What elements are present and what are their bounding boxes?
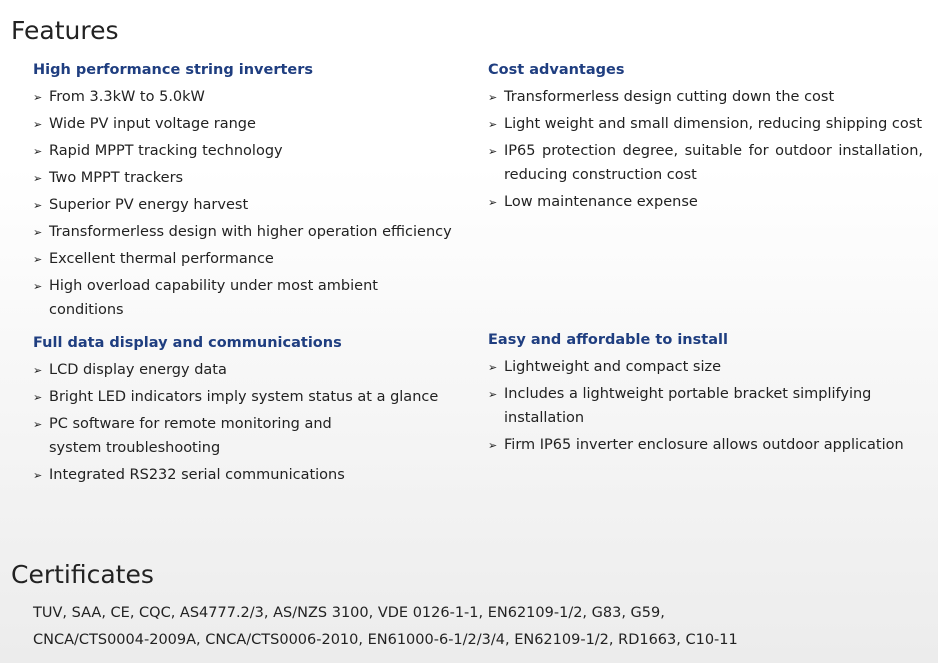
list-item-text: Includes a lightweight portable bracket simplifying installation — [504, 386, 872, 426]
section-title: Easy and affordable to install — [488, 332, 728, 348]
list-item-text: Rapid MPPT tracking technology — [49, 143, 283, 159]
list-item-text: Superior PV energy harvest — [49, 197, 249, 213]
arrow-bullet-icon: ➢ — [33, 91, 43, 104]
list-item — [33, 139, 453, 163]
list-item — [33, 112, 453, 136]
section-data-display — [33, 333, 453, 490]
list-item-text: IP65 protection degree, suitable for outdoor installation, reducing construction cost — [504, 143, 923, 183]
list-item-text: Transformerless design cutting down the cost — [504, 89, 835, 105]
list-item — [33, 166, 453, 190]
certificates-line: TUV, SAA, CE, CQC, AS4777.2/3, AS/NZS 3100, VDE 0126-1-1, EN62109-1/2, G83, G59, — [33, 605, 665, 621]
list-item-text: Two MPPT trackers — [49, 170, 184, 186]
certificates-line: CNCA/CTS0004-2009A, CNCA/CTS0006-2010, EN61000-6-1/2/3/4, EN62109-1/2, RD1663, C10-11 — [33, 632, 738, 648]
arrow-bullet-icon: ➢ — [488, 361, 498, 374]
list-item — [33, 358, 453, 382]
section-high-performance — [33, 60, 453, 325]
arrow-bullet-icon: ➢ — [33, 253, 43, 266]
arrow-bullet-icon: ➢ — [33, 469, 43, 482]
list-item — [488, 139, 923, 187]
list-item — [33, 463, 453, 487]
list-item-text: Bright LED indicators imply system status at a glance — [49, 389, 439, 405]
section-cost-advantages — [488, 60, 923, 217]
feature-list — [488, 355, 928, 457]
list-item-text: Lightweight and compact size — [504, 359, 722, 375]
arrow-bullet-icon: ➢ — [33, 391, 43, 404]
feature-list — [488, 85, 923, 214]
list-item — [33, 385, 453, 409]
list-item — [488, 190, 923, 214]
arrow-bullet-icon: ➢ — [33, 226, 43, 239]
feature-list — [33, 358, 453, 487]
feature-list — [33, 85, 453, 322]
list-item-text: Light weight and small dimension, reducing shipping cost — [504, 116, 923, 132]
list-item-text: Transformerless design with higher operation efficiency — [49, 224, 452, 240]
arrow-bullet-icon: ➢ — [33, 172, 43, 185]
list-item — [488, 355, 928, 379]
arrow-bullet-icon: ➢ — [488, 196, 498, 209]
list-item-text: High overload capability under most ambient conditions — [49, 278, 378, 318]
certificates-list — [33, 600, 933, 654]
list-item — [33, 412, 384, 460]
list-item — [33, 193, 453, 217]
list-item — [33, 274, 453, 322]
list-item-text: From 3.3kW to 5.0kW — [49, 89, 205, 105]
arrow-bullet-icon: ➢ — [488, 118, 498, 131]
section-title: Cost advantages — [488, 62, 625, 78]
list-item — [33, 85, 453, 109]
arrow-bullet-icon: ➢ — [488, 388, 498, 401]
list-item-text: Excellent thermal performance — [49, 251, 274, 267]
arrow-bullet-icon: ➢ — [488, 439, 498, 452]
arrow-bullet-icon: ➢ — [488, 145, 498, 158]
list-item-text: Low maintenance expense — [504, 194, 698, 210]
list-item — [33, 247, 453, 271]
arrow-bullet-icon: ➢ — [488, 91, 498, 104]
features-heading: Features — [11, 16, 119, 45]
section-easy-install — [488, 330, 928, 460]
list-item-text: PC software for remote monitoring and system troubleshooting — [49, 416, 332, 456]
arrow-bullet-icon: ➢ — [33, 145, 43, 158]
list-item — [33, 220, 453, 244]
section-title: Full data display and communications — [33, 335, 342, 351]
list-item — [488, 382, 928, 430]
arrow-bullet-icon: ➢ — [33, 118, 43, 131]
certificates-heading: Certificates — [11, 560, 154, 589]
section-title: High performance string inverters — [33, 62, 314, 78]
arrow-bullet-icon: ➢ — [33, 199, 43, 212]
list-item-text: LCD display energy data — [49, 362, 227, 378]
list-item — [488, 112, 923, 136]
list-item-text: Integrated RS232 serial communications — [49, 467, 345, 483]
arrow-bullet-icon: ➢ — [33, 364, 43, 377]
list-item-text: Firm IP65 inverter enclosure allows outdoor application — [504, 437, 904, 453]
list-item — [488, 85, 923, 109]
arrow-bullet-icon: ➢ — [33, 280, 43, 293]
list-item — [488, 433, 928, 457]
list-item-text: Wide PV input voltage range — [49, 116, 256, 132]
arrow-bullet-icon: ➢ — [33, 418, 43, 431]
